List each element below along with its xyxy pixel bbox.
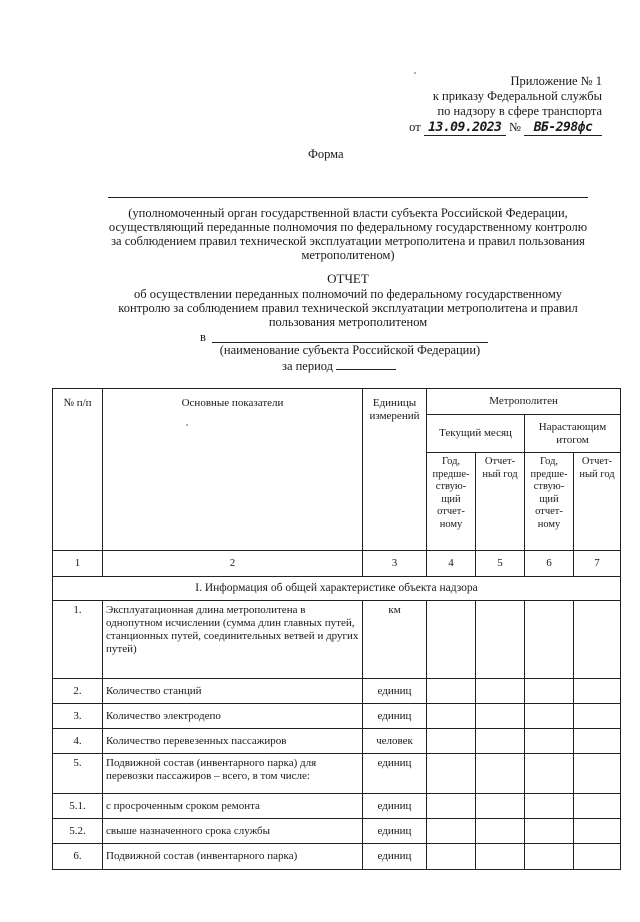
value-cell — [525, 704, 574, 729]
row-num: 6. — [53, 844, 103, 870]
row-name: Количество электродепо — [103, 704, 363, 729]
table-row — [53, 601, 621, 679]
column-number: 6 — [525, 551, 574, 577]
value-cell — [525, 794, 574, 819]
row-num: 4. — [53, 729, 103, 754]
column-number: 7 — [574, 551, 621, 577]
value-cell — [574, 794, 621, 819]
period-blank — [336, 358, 396, 370]
value-cell — [427, 794, 476, 819]
report-title: ОТЧЕТ — [327, 271, 369, 286]
row-num: 1. — [53, 601, 103, 679]
authority-caption: (уполномоченный орган государственной власти субъекта Российской Федерации, осуществляющий переданные полномочия по федеральному государственному контролю за соблюдением правил технической эксплуатации метрополитена и правил пользования метрополитеном) — [108, 206, 588, 262]
value-cell — [476, 819, 525, 844]
value-cell — [525, 819, 574, 844]
row-unit: единиц — [363, 754, 427, 794]
value-cell — [574, 819, 621, 844]
column-number-row — [53, 551, 621, 577]
value-cell — [574, 601, 621, 679]
column-number: 5 — [476, 551, 525, 577]
header-cumulative: Нарастающим итогом — [525, 415, 621, 453]
row-name: Подвижной состав (инвентарного парка) — [103, 844, 363, 870]
row-unit: км — [363, 601, 427, 679]
value-cell — [476, 729, 525, 754]
row-unit: единиц — [363, 794, 427, 819]
table-row — [53, 819, 621, 844]
value-cell — [427, 729, 476, 754]
row-name: с просроченным сроком ремонта — [103, 794, 363, 819]
value-cell — [525, 754, 574, 794]
value-cell — [427, 754, 476, 794]
table-row — [53, 704, 621, 729]
order-ref-line — [302, 120, 602, 136]
row-unit: единиц — [363, 844, 427, 870]
row-num: 2. — [53, 679, 103, 704]
value-cell — [427, 844, 476, 870]
row-num: 5.1. — [53, 794, 103, 819]
value-cell — [574, 679, 621, 704]
header-current-month: Текущий месяц — [427, 415, 525, 453]
value-cell — [427, 819, 476, 844]
value-cell — [574, 729, 621, 754]
value-cell — [476, 679, 525, 704]
row-name: свыше назначенного срока службы — [103, 819, 363, 844]
value-cell — [427, 679, 476, 704]
appendix-line-3: по надзору в сфере транспорта — [437, 104, 602, 118]
report-table — [52, 388, 621, 870]
row-name: Количество перевезенных пассажиров — [103, 729, 363, 754]
report-subtitle: об осуществлении переданных полномочий по федеральному государственному контролю за соблюдением правил технической эксплуатации метрополитена и правил пользования метрополитеном — [118, 287, 578, 329]
header-units: Единицы измерений — [363, 389, 427, 551]
order-date: 13.09.2023 — [424, 120, 506, 136]
value-cell — [427, 601, 476, 679]
header-report-year: Отчет-ный год — [574, 453, 621, 551]
appendix-line-2: к приказу Федеральной службы — [432, 89, 602, 103]
subject-caption: (наименование субъекта Российской Федерации) — [219, 343, 481, 357]
value-cell — [574, 844, 621, 870]
table-row — [53, 679, 621, 704]
column-number: 3 — [363, 551, 427, 577]
row-num: 3. — [53, 704, 103, 729]
value-cell — [476, 794, 525, 819]
column-number: 2 — [103, 551, 363, 577]
appendix-line-1: Приложение № 1 — [510, 74, 602, 88]
number-label: № — [508, 120, 521, 134]
authority-blank-line — [108, 197, 588, 198]
header-report-year: Отчет-ный год — [476, 453, 525, 551]
header-metro: Метрополитен — [427, 389, 621, 415]
from-label: от — [409, 120, 421, 134]
row-name: Количество станций — [103, 679, 363, 704]
column-number: 1 — [53, 551, 103, 577]
table-row — [53, 844, 621, 870]
value-cell — [476, 754, 525, 794]
row-name: Подвижной состав (инвентарного парка) для перевозки пассажиров – всего, в том числе: — [103, 754, 363, 794]
header-indicators: Основные показатели — [103, 389, 363, 551]
header-prev-year: Год, предше-ствую-щий отчет-ному — [427, 453, 476, 551]
order-number: ВБ-298фс — [524, 120, 602, 136]
row-unit: человек — [363, 729, 427, 754]
value-cell — [476, 601, 525, 679]
value-cell — [476, 844, 525, 870]
value-cell — [525, 844, 574, 870]
value-cell — [574, 754, 621, 794]
row-num: 5. — [53, 754, 103, 794]
value-cell — [427, 704, 476, 729]
row-unit: единиц — [363, 679, 427, 704]
section-1-title: I. Информация об общей характеристике объекта надзора — [53, 577, 621, 601]
table-row — [53, 794, 621, 819]
appendix-header — [302, 74, 602, 136]
value-cell — [525, 679, 574, 704]
value-cell — [574, 704, 621, 729]
row-unit: единиц — [363, 819, 427, 844]
period-line — [282, 358, 396, 373]
row-name: Эксплуатационная длина метрополитена в однопутном исчислении (сумма длин главных путей, станционных путей, соединительных ветвей и других путей) — [103, 601, 363, 679]
header-prev-year: Год, предше-ствую-щий отчет-ному — [525, 453, 574, 551]
table-row — [53, 754, 621, 794]
value-cell — [476, 704, 525, 729]
table-row — [53, 729, 621, 754]
value-cell — [525, 729, 574, 754]
column-number: 4 — [427, 551, 476, 577]
row-unit: единиц — [363, 704, 427, 729]
header-num: № п/п — [53, 389, 103, 551]
period-label: за период — [282, 359, 334, 373]
row-num: 5.2. — [53, 819, 103, 844]
value-cell — [525, 601, 574, 679]
in-label: в — [200, 330, 206, 344]
form-label: Форма — [308, 147, 344, 161]
